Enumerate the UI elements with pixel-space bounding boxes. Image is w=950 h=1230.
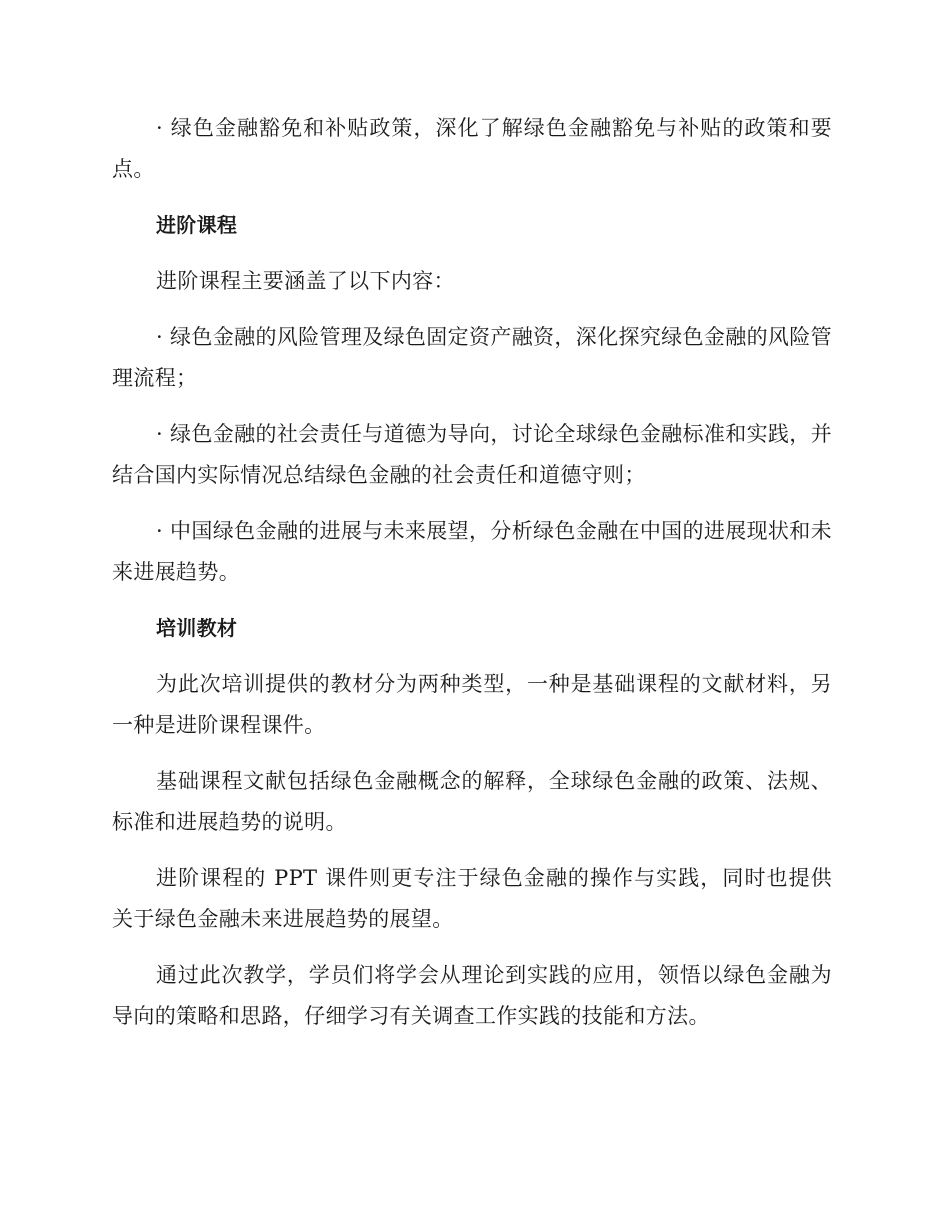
paragraph-basic-literature: 基础课程文献包括绿色金融概念的解释，全球绿色金融的政策、法规、标准和进展趋势的说明。 [112, 769, 832, 834]
paragraph-ppt-courseware: 进阶课程的 PPT 课件则更专注于绿色金融的操作与实践，同时也提供关于绿色金融未来进展趋势的展望。 [112, 866, 832, 931]
paragraph-learning-outcome: 通过此次教学，学员们将学会从理论到实践的应用，领悟以绿色金融为导向的策略和思路，仔细学习有关调查工作实践的技能和方法。 [112, 963, 832, 1028]
bullet-item-social-responsibility: · 绿色金融的社会责任与道德为导向，讨论全球绿色金融标准和实践，并结合国内实际情况总结绿色金融的社会责任和道德守则； [112, 422, 832, 487]
section-heading-advanced-course: 进阶课程 [156, 213, 238, 237]
bullet-item-risk-management: · 绿色金融的风险管理及绿色固定资产融资，深化探究绿色金融的风险管理流程； [112, 325, 832, 390]
paragraph-materials-types: 为此次培训提供的教材分为两种类型，一种是基础课程的文献材料，另一种是进阶课程课件。 [112, 672, 832, 737]
paragraph-advanced-intro: 进阶课程主要涵盖了以下内容： [156, 269, 455, 293]
section-heading-training-materials: 培训教材 [156, 616, 238, 640]
bullet-item-tax-exemption: · 绿色金融豁免和补贴政策，深化了解绿色金融豁免与补贴的政策和要点。 [112, 116, 832, 181]
document-page [112, 108, 832, 1052]
bullet-item-china-outlook: · 中国绿色金融的进展与未来展望，分析绿色金融在中国的进展现状和未来进展趋势。 [112, 519, 832, 584]
